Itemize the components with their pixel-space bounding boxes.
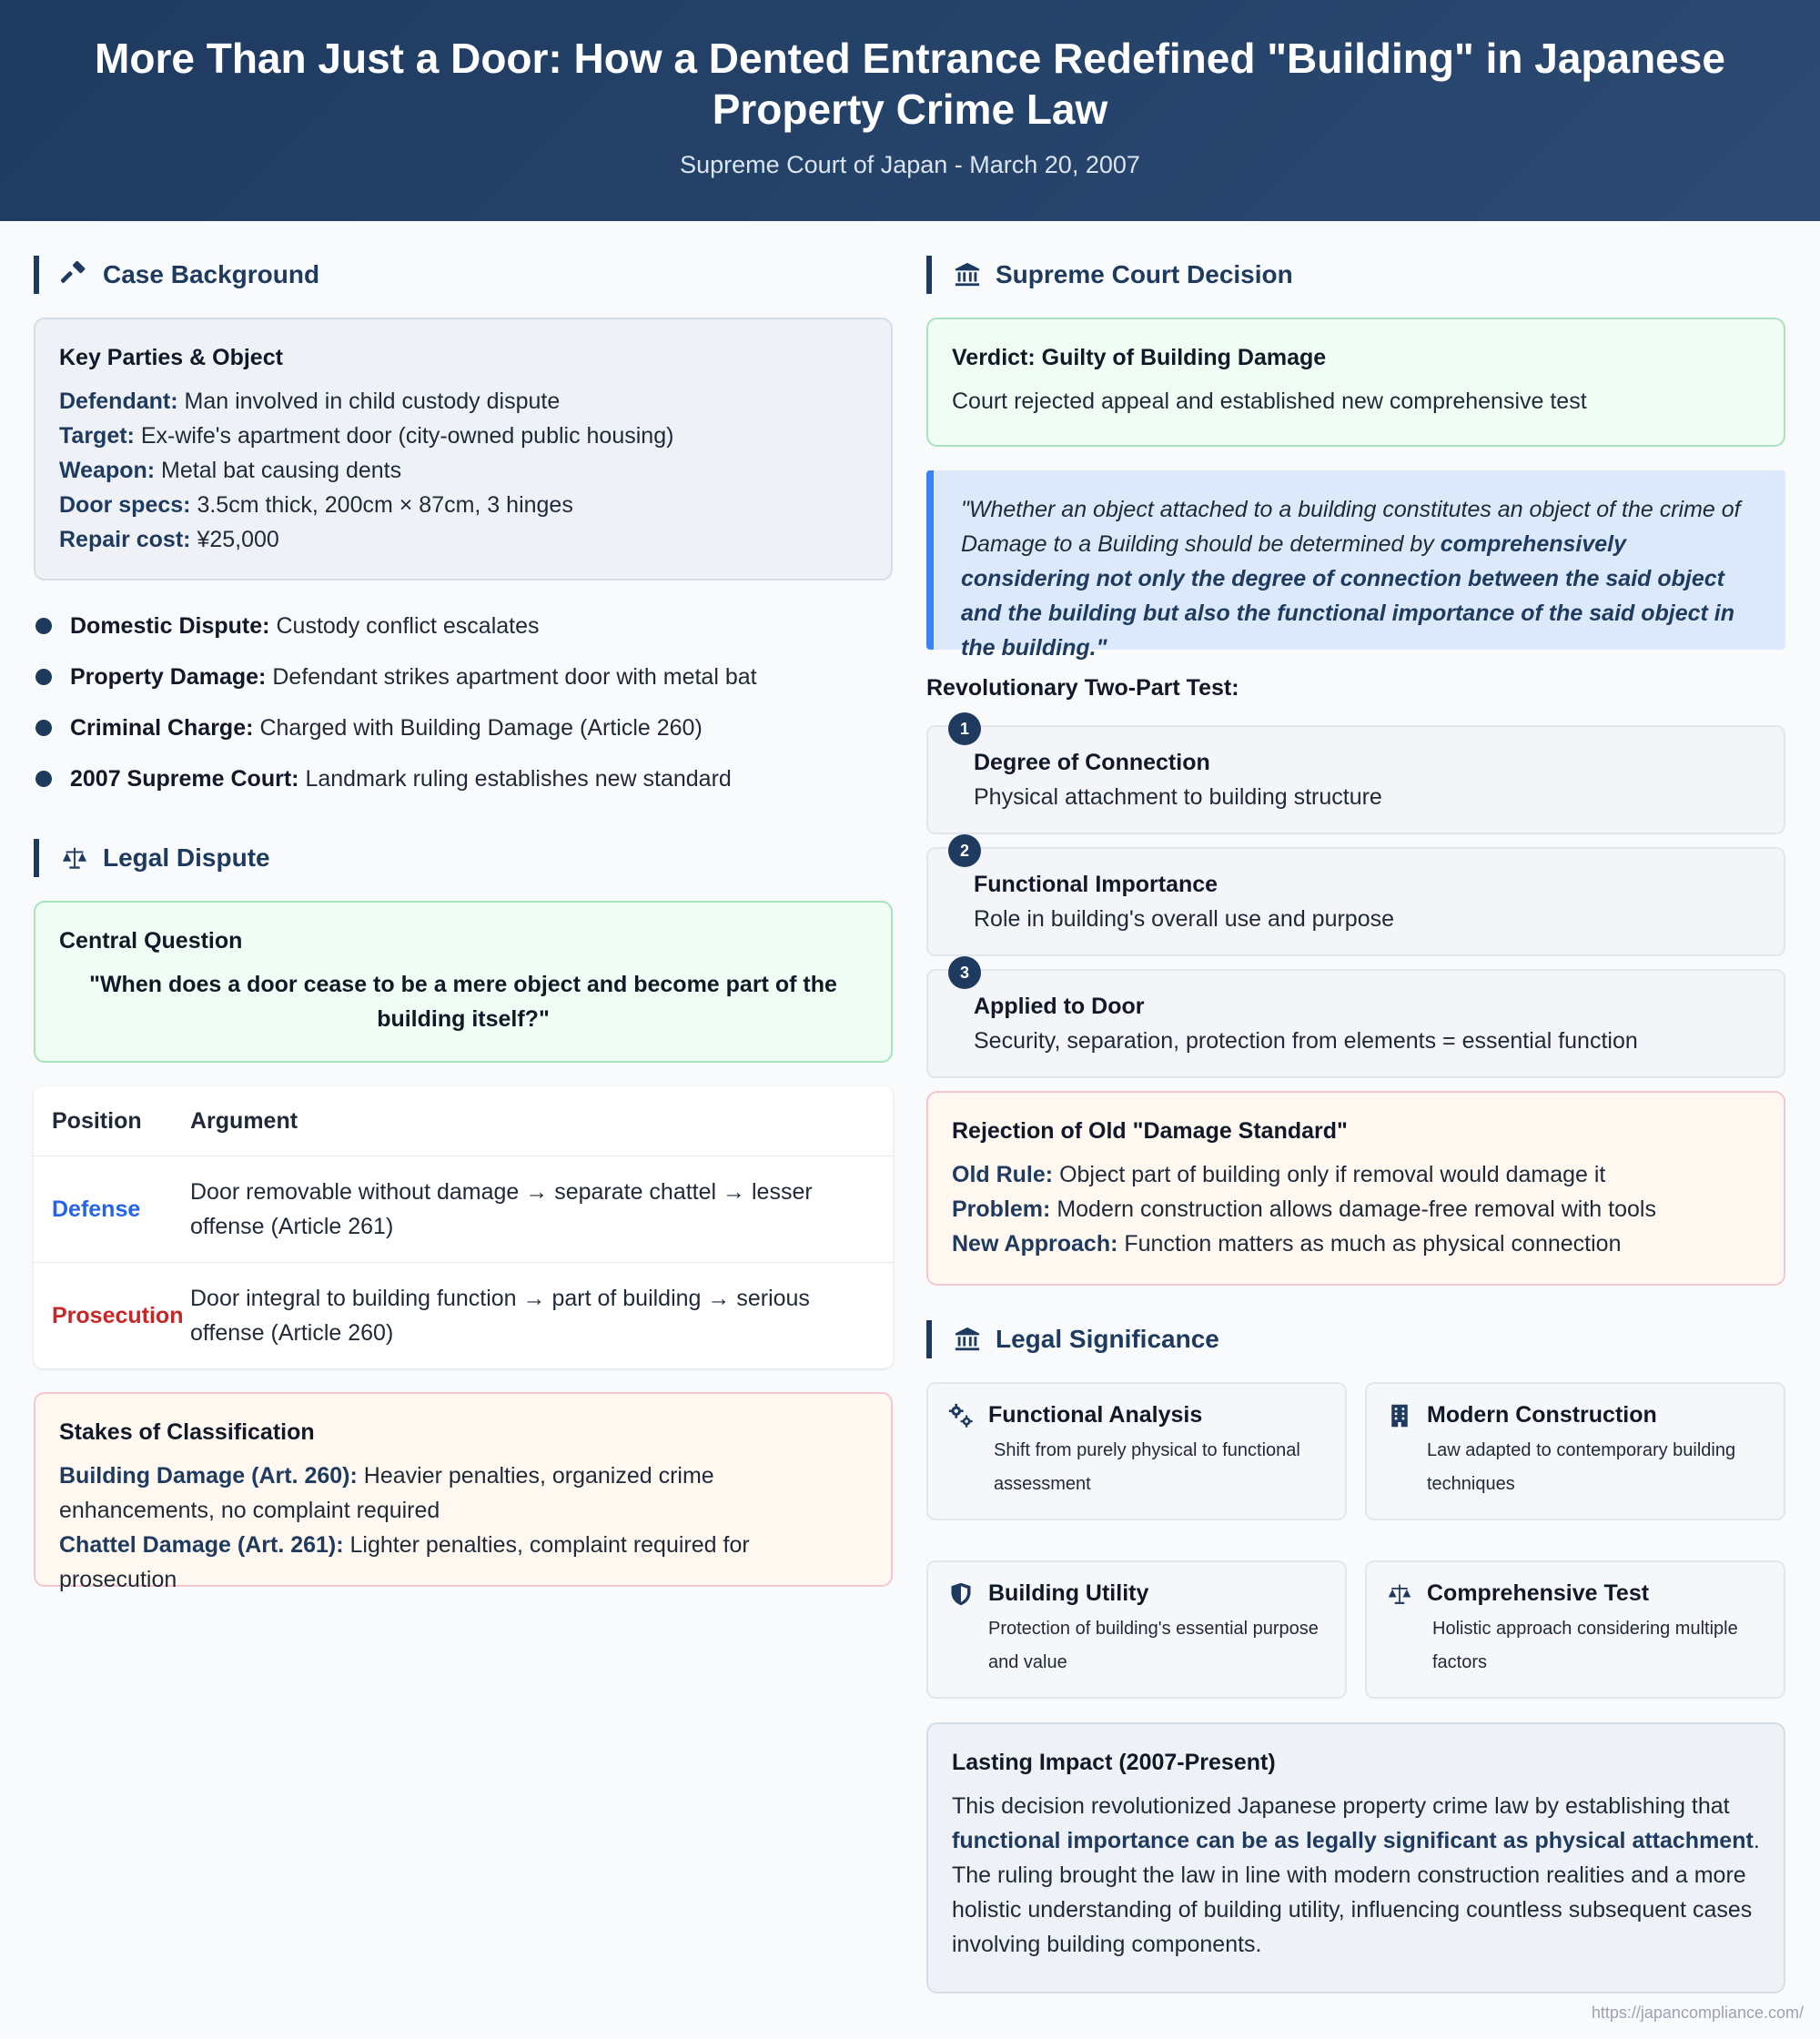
fact-row: Defendant: Man involved in child custody dispute: [59, 389, 561, 414]
significance-title: Modern Construction: [1427, 1402, 1657, 1428]
shield-icon: [948, 1581, 974, 1607]
step-title: Functional Importance: [974, 872, 1218, 897]
stakes-row: Chattel Damage (Art. 261): Lighter penalties, complaint required for prosecution: [59, 1532, 750, 1592]
timeline-item: Property Damage: Defendant strikes apartment door with metal bat: [34, 651, 893, 702]
test-step: [926, 841, 1785, 956]
impact-text: This decision revolutionized Japanese property crime law by establishing that functional importance can be as legally significant as physical attachment. The ruling brought the law in line with modern construction realities and a more holistic understanding of building utility, influencing countless subsequent cases involving building components.: [952, 1793, 1760, 1957]
significance-title: Comprehensive Test: [1427, 1580, 1650, 1606]
gavel-icon: [59, 259, 90, 290]
card-title: Key Parties & Object: [59, 345, 283, 370]
fact-row: Target: Ex-wife's apartment door (city-owned public housing): [59, 423, 674, 449]
right-column: [926, 256, 1785, 1994]
significance-card: [1365, 1382, 1785, 1520]
rejection-row: New Approach: Function matters as much as physical connection: [952, 1231, 1622, 1257]
step-title: Applied to Door: [974, 994, 1145, 1019]
central-question-text: "When does a door cease to be a mere object and become part of the building itself?": [89, 972, 837, 1032]
significance-grid: [926, 1382, 1785, 1699]
section-legal-dispute: [34, 839, 893, 877]
table-row: [34, 1262, 893, 1368]
card-title: Stakes of Classification: [59, 1419, 315, 1445]
significance-card: [1365, 1560, 1785, 1699]
significance-desc: Holistic approach considering multiple factors: [1432, 1619, 1738, 1672]
courthouse-icon: [952, 259, 983, 290]
building-icon: [1387, 1403, 1412, 1428]
page-subtitle: Supreme Court of Japan - March 20, 2007: [680, 151, 1140, 178]
fact-row: Weapon: Metal bat causing dents: [59, 458, 402, 483]
court-quote: "Whether an object attached to a building constitutes an object of the crime of Damage to a Building should be determined by comprehensively considering not only the degree of connection between the said object and the building but also the functional importance of the said object in the building.": [961, 497, 1741, 661]
card-title: Central Question: [59, 928, 243, 954]
table-header-cell: Position: [52, 1107, 142, 1134]
significance-desc: Law adapted to contemporary building techniques: [1427, 1440, 1736, 1494]
significance-title: Building Utility: [988, 1580, 1149, 1606]
verdict-card: [926, 318, 1785, 447]
bullet-dot: [35, 771, 52, 787]
test-step: [926, 719, 1785, 834]
step-number-badge: 3: [948, 956, 981, 989]
bullet-dot: [35, 618, 52, 634]
scale-icon: [1387, 1581, 1412, 1607]
bullet-dot: [35, 720, 52, 736]
significance-desc: Protection of building's essential purpose and value: [988, 1619, 1319, 1672]
section-supreme-court-decision: [926, 256, 1785, 294]
table-row: [34, 1156, 893, 1262]
step-desc: Security, separation, protection from elements = essential function: [974, 1028, 1638, 1054]
stakes-row: Building Damage (Art. 260): Heavier penalties, organized crime enhancements, no complaint required: [59, 1463, 714, 1523]
argument-cell: Door removable without damage → separate chattel → lesser offense (Article 261): [190, 1179, 813, 1239]
argument-cell: Door integral to building function → part of building → serious offense (Article 260): [190, 1286, 810, 1346]
rejection-card: [926, 1091, 1785, 1286]
timeline-item: Criminal Charge: Charged with Building Damage (Article 260): [34, 702, 893, 753]
position-cell: Defense: [52, 1196, 141, 1222]
argument-table: [34, 1086, 893, 1368]
fact-row: Door specs: 3.5cm thick, 200cm × 87cm, 3 hinges: [59, 492, 573, 518]
step-desc: Physical attachment to building structure: [974, 784, 1382, 810]
step-number-badge: 2: [948, 834, 981, 867]
lasting-impact-card: [926, 1722, 1785, 1994]
table-header-cell: Argument: [190, 1108, 298, 1134]
section-title-text: Case Background: [103, 260, 320, 288]
test-step: [926, 963, 1785, 1078]
section-title-text: Legal Significance: [996, 1325, 1219, 1353]
position-cell: Prosecution: [52, 1302, 184, 1328]
timeline-item: Domestic Dispute: Custody conflict escalates: [34, 601, 893, 651]
bullet-dot: [35, 669, 52, 685]
card-title: Rejection of Old "Damage Standard": [952, 1118, 1348, 1144]
step-desc: Role in building's overall use and purpose: [974, 906, 1395, 932]
section-title-text: Legal Dispute: [103, 843, 270, 872]
rejection-row: Problem: Modern construction allows damage-free removal with tools: [952, 1196, 1656, 1222]
timeline-list: [34, 601, 893, 804]
timeline-item: 2007 Supreme Court: Landmark ruling establishes new standard: [34, 753, 893, 804]
table-header-row: [34, 1086, 893, 1156]
fact-row: Repair cost: ¥25,000: [59, 527, 279, 552]
significance-card: [926, 1382, 1347, 1520]
step-title: Degree of Connection: [974, 750, 1210, 775]
left-column: [34, 256, 893, 1592]
step-number-badge: 1: [948, 712, 981, 745]
significance-desc: Shift from purely physical to functional assessment: [994, 1440, 1300, 1494]
page-header: [0, 0, 1820, 221]
card-title: Lasting Impact (2007-Present): [952, 1750, 1276, 1775]
section-case-background: [34, 256, 893, 294]
verdict-title: Verdict: Guilty of Building Damage: [952, 345, 1327, 370]
court-quote-block: [926, 470, 1785, 661]
test-title: Revolutionary Two-Part Test:: [926, 675, 1239, 701]
central-question-card: [34, 901, 893, 1063]
scale-icon: [59, 843, 90, 873]
courthouse-icon: [952, 1324, 983, 1355]
stakes-card: [34, 1392, 893, 1592]
page-title: More Than Just a Door: How a Dented Entrance Redefined "Building" in Japanese Property Crime Law: [95, 35, 1725, 133]
rejection-row: Old Rule: Object part of building only if removal would damage it: [952, 1162, 1606, 1187]
section-title-text: Supreme Court Decision: [996, 260, 1293, 288]
key-parties-card: [34, 318, 893, 580]
footer-url[interactable]: https://japancompliance.com/: [1591, 2004, 1804, 2022]
significance-title: Functional Analysis: [988, 1402, 1203, 1428]
gears-icon: [948, 1403, 974, 1428]
section-legal-significance: [926, 1320, 1785, 1358]
significance-card: [926, 1560, 1347, 1699]
verdict-text: Court rejected appeal and established new comprehensive test: [952, 389, 1587, 414]
